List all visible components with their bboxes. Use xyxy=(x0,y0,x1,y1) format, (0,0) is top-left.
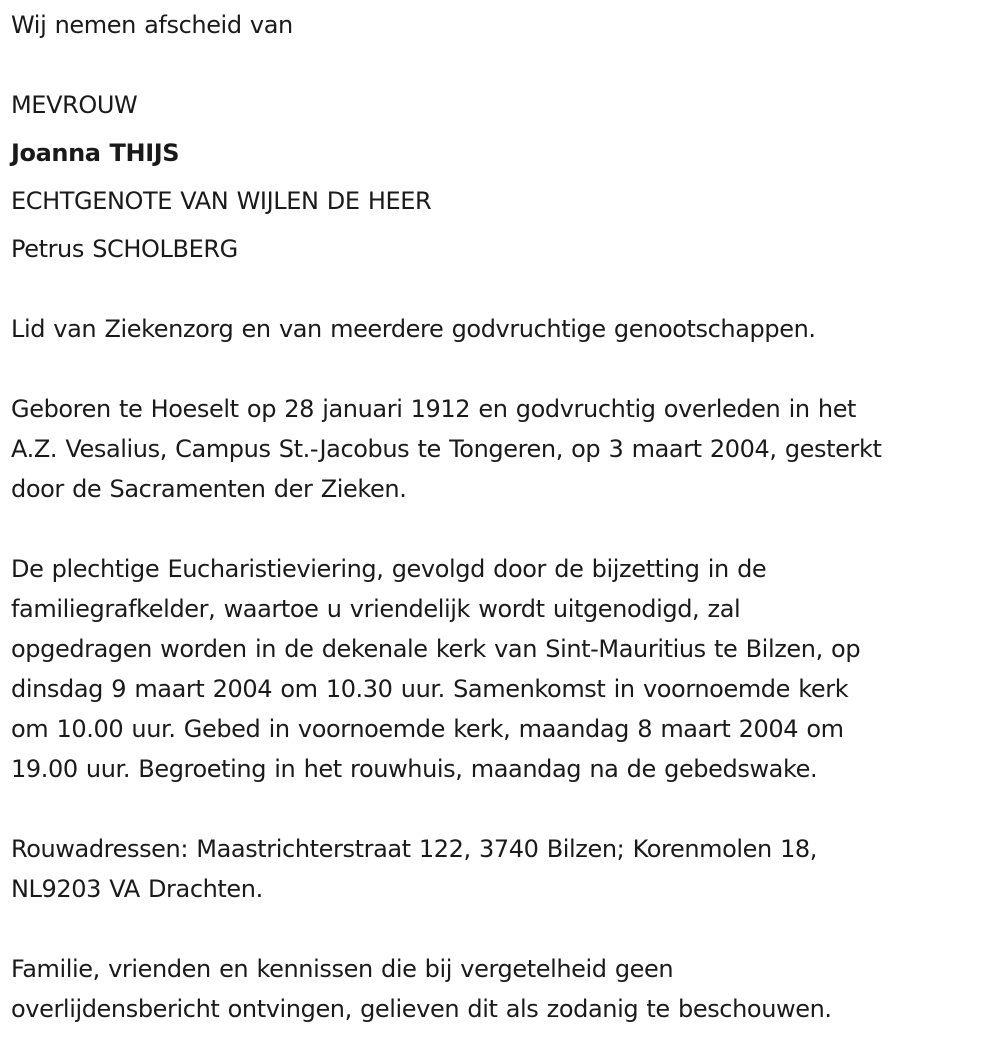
birth-death-paragraph xyxy=(11,389,991,509)
spacer xyxy=(11,509,991,549)
membership-text: Lid van Ziekenzorg en van meerdere godvruchtige genootschappen. xyxy=(11,315,816,343)
paragraph-line: dinsdag 9 maart 2004 om 10.30 uur. Samenkomst in voornoemde kerk xyxy=(11,675,849,703)
obituary-notice xyxy=(11,5,991,1029)
paragraph-line: door de Sacramenten der Zieken. xyxy=(11,475,407,503)
spouse-name: Petrus SCHOLBERG xyxy=(11,235,238,263)
spacer xyxy=(11,909,991,949)
paragraph-line: familiegrafkelder, waartoe u vriendelijk wordt uitgenodigd, zal xyxy=(11,595,741,623)
deceased-header xyxy=(11,81,991,273)
title-text: MEVROUW xyxy=(11,91,138,119)
paragraph-line: 19.00 uur. Begroeting in het rouwhuis, maandag na de gebedswake. xyxy=(11,755,818,783)
deceased-name: Joanna THIJS xyxy=(11,139,180,167)
spacer xyxy=(11,273,991,309)
paragraph-line: overlijdensbericht ontvingen, gelieven dit als zodanig te beschouwen. xyxy=(11,995,832,1023)
paragraph-line: A.Z. Vesalius, Campus St.-Jacobus te Tongeren, op 3 maart 2004, gesterkt xyxy=(11,435,882,463)
relation-text: ECHTGENOTE VAN WIJLEN DE HEER xyxy=(11,187,432,215)
paragraph-line: NL9203 VA Drachten. xyxy=(11,875,263,903)
spacer xyxy=(11,349,991,389)
closing-paragraph xyxy=(11,949,991,1029)
addresses-paragraph xyxy=(11,829,991,909)
paragraph-line: Familie, vrienden en kennissen die bij vergetelheid geen xyxy=(11,955,674,983)
spacer xyxy=(11,789,991,829)
paragraph-line: Geboren te Hoeselt op 28 januari 1912 en godvruchtig overleden in het xyxy=(11,395,857,423)
paragraph-line: opgedragen worden in de dekenale kerk van Sint-Mauritius te Bilzen, op xyxy=(11,635,861,663)
paragraph-line: De plechtige Eucharistieviering, gevolgd door de bijzetting in de xyxy=(11,555,767,583)
paragraph-line: om 10.00 uur. Gebed in voornoemde kerk, maandag 8 maart 2004 om xyxy=(11,715,844,743)
paragraph-line: Rouwadressen: Maastrichterstraat 122, 3740 Bilzen; Korenmolen 18, xyxy=(11,835,818,863)
spacer xyxy=(11,45,991,81)
intro-text: Wij nemen afscheid van xyxy=(11,11,293,39)
service-paragraph xyxy=(11,549,991,789)
